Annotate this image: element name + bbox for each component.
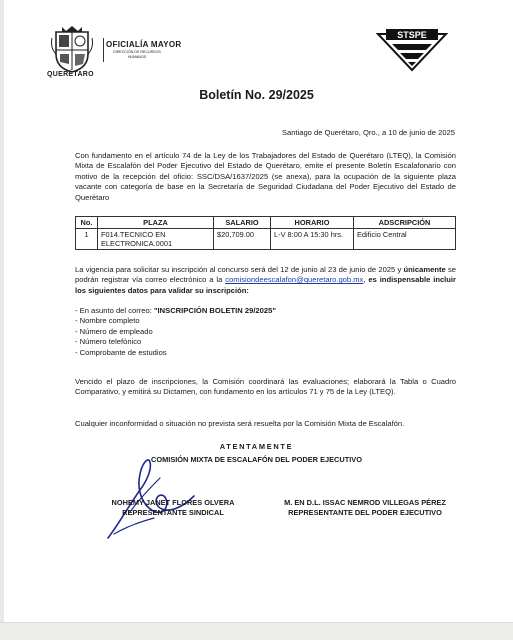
org-title: OFICIALÍA MAYOR [106,40,182,49]
stspe-union-logo [374,26,450,72]
vacancy-table [75,216,456,250]
vigencia-unicamente: únicamente [403,265,446,274]
state-name: QUERÉTARO [47,71,94,78]
queretaro-coat-of-arms-logo [50,24,94,74]
email-link[interactable]: comisiondeescalafon@queretaro.gob.mx [225,275,364,285]
cell-salario: $20,709.00 [214,229,271,250]
table-header-row [76,217,456,229]
inconformity-paragraph: Cualquier inconformidad o situación no prevista será resuelta por la Comisión Mixta de Escalafón. [75,419,405,428]
table-header-salario: SALARIO [214,217,271,229]
cell-plaza-line2: ELECTRONICA.0001 [101,239,173,248]
subject-value: "INSCRIPCIÓN BOLETIN 29/2025" [153,306,276,315]
cell-adscripcion: Edificio Central [354,229,456,250]
closing-paragraph: Vencido el plazo de inscripciones, la Comisión coordinará las evaluaciones; elaborará la Tabla o Cuadro Comparativo, y emitirá su Dictamen, con fundamento en los artículos 71 y 75 de la Ley (LTEQ). [75,377,456,397]
header-divider [103,38,104,62]
atentamente-heading: ATENTAMENTE [219,442,294,451]
table-row [76,229,456,250]
place-date: Santiago de Querétaro, Qro., a 10 de junio de 2025 [281,128,455,137]
table-header-no: No. [76,217,98,229]
cell-plaza [98,229,214,250]
list-item: - Número de empleado [75,326,153,336]
page-bottom-edge [0,622,513,640]
bulletin-title: Boletín No. 29/2025 [199,88,314,102]
table-header-adscripcion: ADSCRIPCIÓN [354,217,456,229]
cell-horario: L-V 8:00 A 15:30 hrs. [271,229,354,250]
signatory-executive-name: M. EN D.L. ISSAC NEMROD VILLEGAS PÉREZ [284,498,446,507]
subject-prefix: - En asunto del correo: [75,306,154,315]
requirements-list [75,306,276,358]
commission-heading: COMISIÓN MIXTA DE ESCALAFÓN DEL PODER EJECUTIVO [151,455,362,464]
table-header-horario: HORARIO [271,217,354,229]
list-item: - Número telefónico [75,337,142,347]
vigencia-paragraph [75,265,456,296]
signatory-union-name: NOHEMY JANET FLORES OLVERA [111,498,235,507]
org-subtitle: DIRECCIÓN DE RECURSOS HUMANOS [113,50,161,59]
signatory-union [88,498,258,518]
signatory-union-role: REPRESENTANTE SINDICAL [122,508,224,517]
cell-no: 1 [76,229,98,250]
stspe-logo-text: STSPE [397,30,427,40]
signatory-executive-role: REPRESENTANTE DEL PODER EJECUTIVO [288,508,442,517]
intro-paragraph: Con fundamento en el artículo 74 de la Ley de los Trabajadores del Estado de Querétaro (LTEQ), la Comisión Mixta de Escalafón del Poder Ejecutivo del Estado de Querétaro, emite el presente Boletín Escalafonario con motivo de la recepción del oficio: SSC/DSA/1637/2025 (se anexa), para la ocupación de la siguiente plaza vacante con categoría de base en la Secretaría de Seguridad Ciudadana del Poder Ejecutivo del Estado de Querétaro [75,151,456,202]
list-item: - Nombre completo [75,316,140,326]
table-header-plaza: PLAZA [98,217,214,229]
list-item: - Comprobante de estudios [75,347,167,357]
requirement-subject [75,306,276,316]
cell-plaza-line1: F014.TECNICO EN [101,230,166,239]
signatory-executive [270,498,460,518]
vigencia-required-data: es indispensable incluir los siguientes datos para validar su inscripción: [75,275,456,295]
vigencia-text-2: se podrán registrar vía correo electrónico a la [75,265,456,285]
vigencia-text-3: , [363,275,369,285]
vigencia-text-1: La vigencia para solicitar su inscripción al concurso será del 12 de junio al 23 de junio de 2025 y [75,265,404,274]
